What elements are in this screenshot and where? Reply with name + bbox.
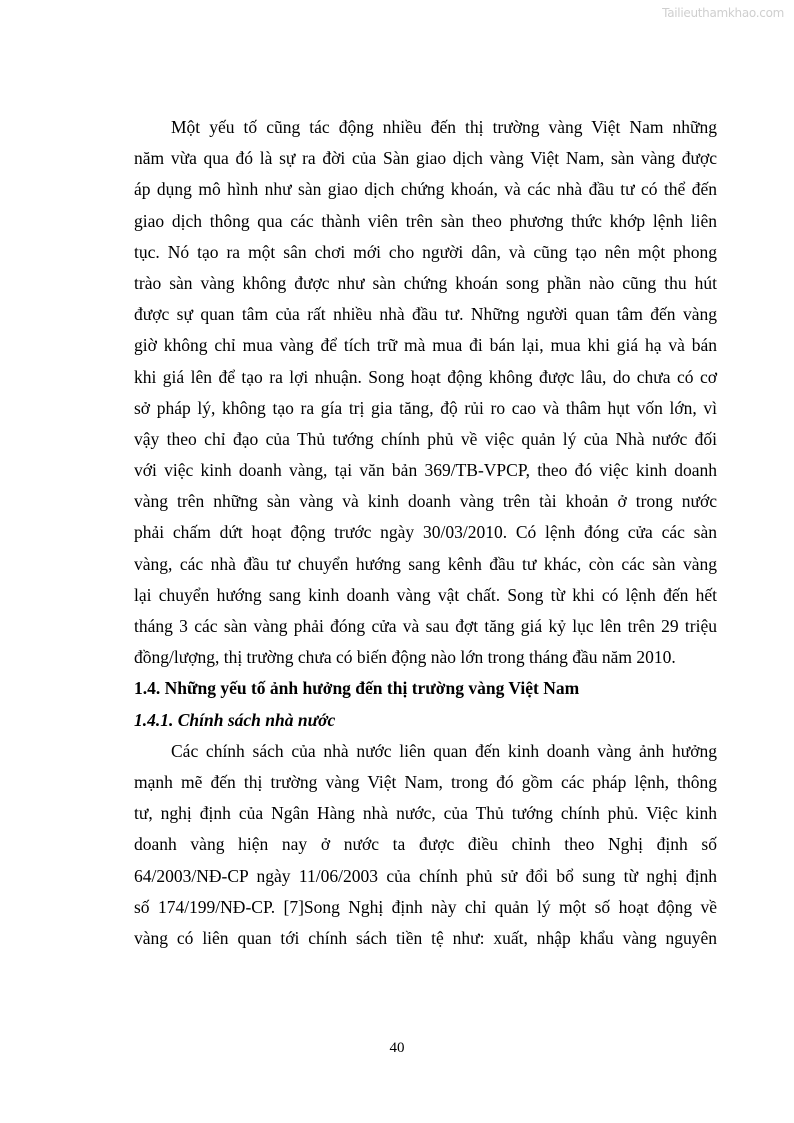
text-line: vậy theo chỉ đạo của Thủ tướng chính phủ về việc quản lý của Nhà nước đối (134, 428, 717, 449)
page-number: 40 (389, 1040, 405, 1056)
text-line: Các chính sách của nhà nước liên quan đến kinh doanh vàng ảnh hưởng (171, 740, 717, 761)
text-line: với việc kinh doanh vàng, tại văn bản 369/TB-VPCP, theo đó việc kinh doanh (134, 460, 717, 481)
text-line: vàng trên những sàn vàng và kinh doanh vàng trên tài khoản ở trong nước (134, 491, 717, 512)
text-line: vàng, các nhà đầu tư chuyển hướng sang kênh đầu tư khác, còn các sàn vàng (134, 553, 717, 574)
text-line: phải chấm dứt hoạt động trước ngày 30/03/2010. Có lệnh đóng cửa các sàn (134, 522, 717, 543)
text-line: 64/2003/NĐ-CP ngày 11/06/2003 của chính phủ sử đổi bổ sung từ nghị định (134, 865, 717, 886)
text-line: tục. Nó tạo ra một sân chơi mới cho người dân, và cũng tạo nên một phong (134, 241, 717, 262)
text-line: doanh vàng hiện nay ở nước ta được điều chỉnh theo Nghị định số (134, 834, 717, 855)
text-line: khi giá lên để tạo ra lợi nhuận. Song hoạt động không được lâu, do chưa có cơ (134, 366, 717, 387)
text-line: số 174/199/NĐ-CP. [7]Song Nghị định này chỉ quản lý một số hoạt động về (134, 896, 717, 917)
paragraph-2 (134, 736, 717, 954)
text-line: tư, nghị định của Ngân Hàng nhà nước, của Thủ tướng chính phủ. Việc kinh (134, 803, 717, 824)
text-line: đồng/lượng, thị trường chưa có biến động nào lớn trong tháng đầu năm 2010. (134, 647, 676, 668)
text-line: sở pháp lý, không tạo ra gía trị gia tăng, độ rủi ro cao và thâm hụt vốn lớn, vì (134, 397, 717, 418)
text-line: Một yếu tố cũng tác động nhiều đến thị trường vàng Việt Nam những (171, 117, 717, 137)
text-line: trào sàn vàng không được như sàn chứng khoán song phần nào cũng thu hút (134, 272, 717, 293)
text-line: tháng 3 các sàn vàng phải đóng cửa và sau đợt tăng giá kỷ lục lên trên 29 triệu (134, 616, 717, 636)
subsection-heading: 1.4.1. Chính sách nhà nước (134, 709, 336, 730)
text-line: giao dịch thông qua các thành viên trên sàn theo phương thức khớp lệnh liên (134, 210, 717, 231)
text-line: giờ không chỉ mua vàng để tích trữ mà mua đi bán lại, mua khi giá hạ và bán (134, 335, 717, 356)
text-line: năm vừa qua đó là sự ra đời của Sàn giao dịch vàng Việt Nam, sàn vàng được (134, 148, 717, 169)
text-line: lại chuyển hướng sang kinh doanh vàng vật chất. Song từ khi có lệnh đến hết (134, 584, 717, 605)
text-line: mạnh mẽ đến thị trường vàng Việt Nam, trong đó gồm các pháp lệnh, thông (134, 771, 717, 792)
text-line: vàng có liên quan tới chính sách tiền tệ như: xuất, nhập khẩu vàng nguyên (134, 927, 717, 948)
document-page (134, 112, 717, 954)
text-line: áp dụng mô hình như sàn giao dịch chứng khoán, và các nhà đầu tư có thể đến (134, 179, 717, 200)
paragraph-1 (134, 112, 717, 673)
section-heading: 1.4. Những yếu tố ảnh hưởng đến thị trường vàng Việt Nam (134, 678, 580, 699)
text-line: được sự quan tâm của rất nhiều nhà đầu tư. Những người quan tâm đến vàng (134, 304, 717, 325)
watermark: Tailieuthamkhao.com (662, 6, 784, 20)
